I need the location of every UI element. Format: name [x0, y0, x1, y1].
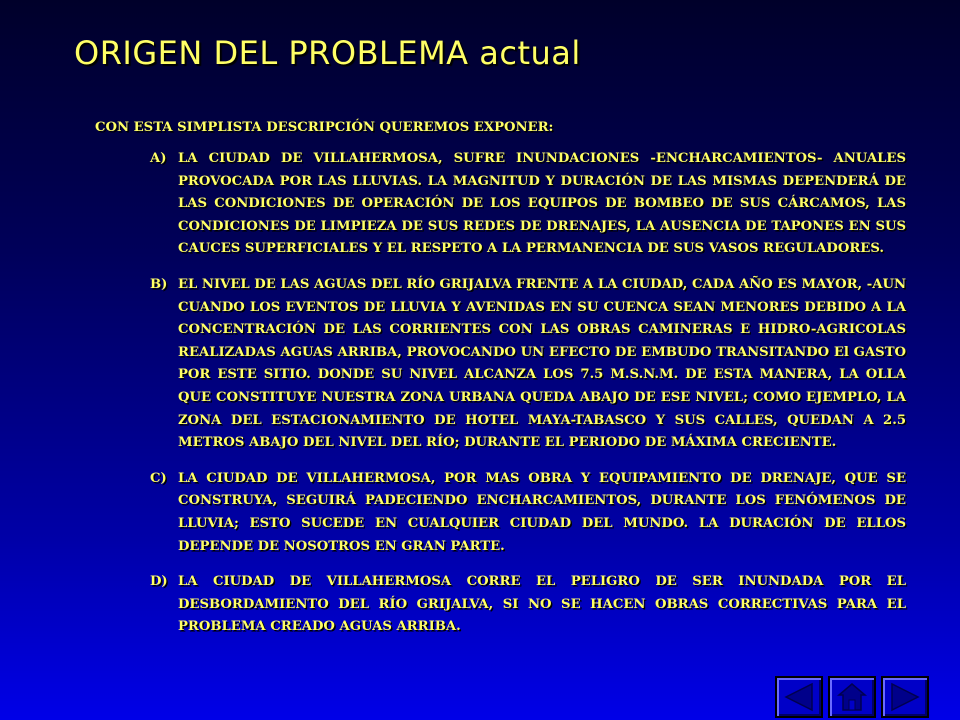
item-text: LA CIUDAD DE VILLAHERMOSA, SUFRE INUNDACIONES -ENCHARCAMIENTOS- ANUALES PROVOCADA POR LAS LLUVIAS. LA MAGNITUD Y DURACIÓN DE LAS MISMAS DEPENDERÁ DE LAS CONDICIONES DE OPERACIÓN DE LOS EQUIPOS DE BOMBEO DE SUS CÁRCAMOS, LAS CONDICIONES DE LIMPIEZA DE SUS REDES DE DRENAJES, LA AUSENCIA DE TAPONES EN SUS CAUCES SUPERFICIALES Y EL RESPETO A LA PERMANENCIA DE SUS VASOS REGULADORES.: [178, 151, 906, 257]
list-item-a: [150, 148, 906, 261]
list-item-c: [150, 468, 906, 558]
item-letter: B): [150, 276, 168, 292]
list-item-d: [150, 571, 906, 639]
previous-slide-button[interactable]: [775, 676, 823, 718]
item-text: LA CIUDAD DE VILLAHERMOSA, POR MAS OBRA Y EQUIPAMIENTO DE DRENAJE, QUE SE CONSTRUYA, SEGUIRÁ PADECIENDO ENCHARCAMIENTOS, DURANTE LOS FENÓMENOS DE LLUVIA; ESTO SUCEDE EN CUALQUIER CIUDAD DEL MUNDO. LA DURACIÓN DE ELLOS DEPENDE DE NOSOTROS EN GRAN PARTE.: [178, 470, 906, 554]
item-text: LA CIUDAD DE VILLAHERMOSA CORRE EL PELIGRO DE SER INUNDADA POR EL DESBORDAMIENTO DEL RÍO GRIJALVA, SI NO SE HACEN OBRAS CORRECTIVAS PARA EL PROBLEMA CREADO AGUAS ARRIBA.: [178, 574, 906, 635]
slide-title: ORIGEN DEL PROBLEMA actual: [74, 34, 581, 72]
triangle-left-icon: [782, 681, 816, 713]
item-letter: A): [150, 151, 167, 166]
intro-text: CON ESTA SIMPLISTA DESCRIPCIÓN QUEREMOS EXPONER:: [95, 120, 554, 135]
home-button[interactable]: [828, 676, 876, 718]
item-letter: C): [150, 470, 167, 486]
item-text: EL NIVEL DE LAS AGUAS DEL RÍO GRIJALVA FRENTE A LA CIUDAD, CADA AÑO ES MAYOR, -AUN CUANDO LOS EVENTOS DE LLUVIA Y AVENIDAS EN SU CUENCA SEAN MENORES DEBIDO A LA CONCENTRACIÓN DE LAS CORRIENTES CON LAS OBRAS CAMINERAS E HIDRO-AGRICOLAS REALIZADAS AGUAS ARRIBA, PROVOCANDO UN EFECTO DE EMBUDO TRANSITANDO El GASTO POR ESTE SITIO. DONDE SU NIVEL ALCANZA LOS 7.5 M.S.N.M. DE ESTA MANERA, LA OLLA QUE CONSTITUYE NUESTRA ZONA URBANA QUEDA ABAJO DE ESE NIVEL; COMO EJEMPLO, LA ZONA DEL ESTACIONAMIENTO DE HOTEL MAYA-TABASCO Y SUS CALLES, QUEDAN A 2.5 METROS ABAJO DEL NIVEL DEL RÍO; DURANTE EL PERIODO DE MÁXIMA CRECIENTE.: [178, 276, 906, 451]
home-icon: [835, 681, 869, 713]
navigation-buttons: [775, 676, 929, 718]
next-slide-button[interactable]: [881, 676, 929, 718]
problem-list: [150, 148, 906, 652]
triangle-right-icon: [888, 681, 922, 713]
item-letter: D): [150, 574, 168, 590]
list-item-b: [150, 274, 906, 455]
